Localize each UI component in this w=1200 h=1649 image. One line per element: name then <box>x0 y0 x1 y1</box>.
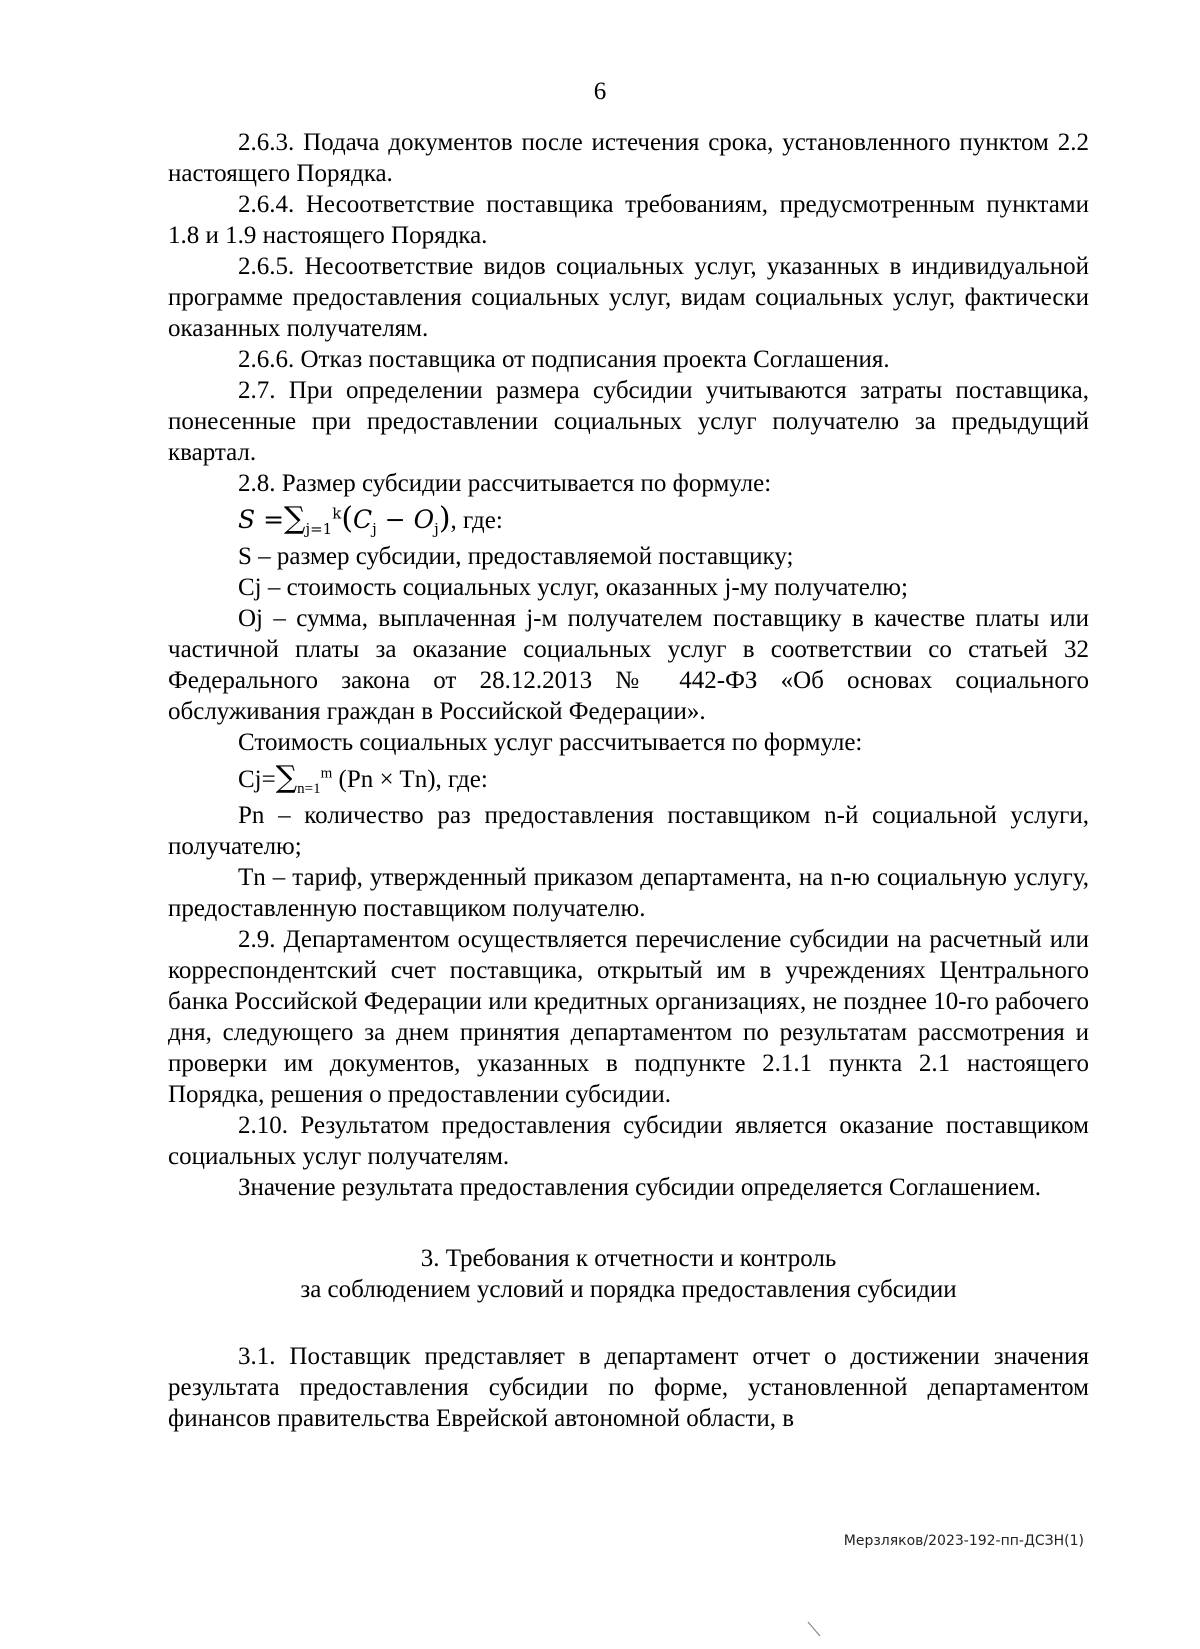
paragraph-2-6-5: 2.6.5. Несоответствие видов социальных услуг, указанных в индивидуальной программе предоставления социальных услуг, видам социальных услуг, фактически оказанных получателям. <box>168 253 1089 342</box>
formula-c-lhs: Cj= <box>238 766 276 793</box>
formula-s-lhs: S = <box>238 505 285 534</box>
definition-pn: Pn – количество раз предоставления поставщиком n-й социальной услуги, получателю; <box>168 802 1089 860</box>
paragraph-result-value: Значение результата предоставления субсидии определяется Соглашением. <box>238 1174 1042 1201</box>
document-code-footer: Мерзляков/2023-192-пп-ДСЗН(1) <box>843 1533 1084 1549</box>
formula-s-upper-limit: k <box>332 504 342 523</box>
definition-tn: Tn – тариф, утвержденный приказом департамента, на n-ю социальную услугу, предоставленную поставщиком получателю. <box>168 864 1089 922</box>
paragraph-3-1: 3.1. Поставщик представляет в департамент отчет о достижении значения результата предоставления субсидии по форме, установленной департаментом финансов правительства Еврейской автономной области, в <box>168 1343 1089 1432</box>
page-number: 6 <box>593 78 607 105</box>
formula-s-close-paren: ) <box>438 501 451 536</box>
formula-s-c-index: j <box>372 520 377 538</box>
page-content <box>168 127 1089 1434</box>
formula-s-tail: , где: <box>450 507 503 534</box>
paragraph-2-6-4: 2.6.4. Несоответствие поставщика требованиям, предусмотренным пунктами 1.8 и 1.9 настоящего Порядка. <box>168 191 1089 249</box>
definition-cj: Cj – стоимость социальных услуг, оказанных j-му получателю; <box>238 574 908 601</box>
formula-s-c: C <box>353 505 373 534</box>
formula-s-lower-limit: j=1 <box>305 520 333 538</box>
section-3-heading <box>168 1243 1089 1305</box>
formula-s-open-paren: ( <box>341 501 354 536</box>
paragraph-2-9: 2.9. Департаментом осуществляется перечисление субсидии на расчетный или корреспондентский счет поставщика, открытый им в учреждениях Центрального банка Российской Федерации или кредитных организациях, не позднее 10-го рабочего дня, следующего за днем принятия департаментом по результатам рассмотрения и проверки им документов, указанных в подпункте 2.1.1 пункта 2.1 настоящего Порядка, решения о предоставлении субсидии. <box>168 926 1089 1108</box>
cost-formula <box>168 758 1089 800</box>
paragraph-2-8: 2.8. Размер субсидии рассчитывается по формуле: <box>238 470 772 497</box>
subsidy-formula <box>168 499 1089 541</box>
definition-oj: Oj – сумма, выплаченная j-м получателем поставщику в качестве платы или частичной платы за оказание социальных услуг в соответствии со статьей 32 Федерального закона от 28.12.2013 № 442-ФЗ «Об основах социального обслуживания граждан в Российской Федерации». <box>168 605 1089 725</box>
scan-mark-icon <box>806 1620 824 1640</box>
formula-c-upper-limit: m <box>320 765 333 782</box>
formula-s-sigma: ∑ <box>284 501 306 536</box>
paragraph-2-10: 2.10. Результатом предоставления субсидии является оказание поставщиком социальных услуг получателям. <box>168 1112 1089 1170</box>
formula-s-o-index: j <box>434 520 439 538</box>
paragraph-2-7: 2.7. При определении размера субсидии учитываются затраты поставщика, понесенные при предоставлении социальных услуг получателю за предыдущий квартал. <box>168 377 1089 466</box>
definition-s: S – размер субсидии, предоставляемой поставщику; <box>238 543 794 570</box>
section-3-title-line-1: 3. Требования к отчетности и контроль <box>420 1245 837 1272</box>
formula-c-lower-limit: n=1 <box>297 781 321 797</box>
formula-c-sigma: ∑ <box>275 760 298 795</box>
cost-formula-intro: Стоимость социальных услуг рассчитывается по формуле: <box>238 729 863 756</box>
section-3-title-line-2: за соблюдением условий и порядка предоставления субсидии <box>300 1276 957 1303</box>
paragraph-2-6-6: 2.6.6. Отказ поставщика от подписания проекта Соглашения. <box>238 346 890 373</box>
formula-s-minus: − <box>376 505 414 534</box>
formula-s-o: O <box>413 505 435 534</box>
formula-c-body: (Pn × Tn), где: <box>332 766 488 793</box>
paragraph-2-6-3: 2.6.3. Подача документов после истечения срока, установленного пунктом 2.2 настоящего Порядка. <box>168 129 1089 187</box>
